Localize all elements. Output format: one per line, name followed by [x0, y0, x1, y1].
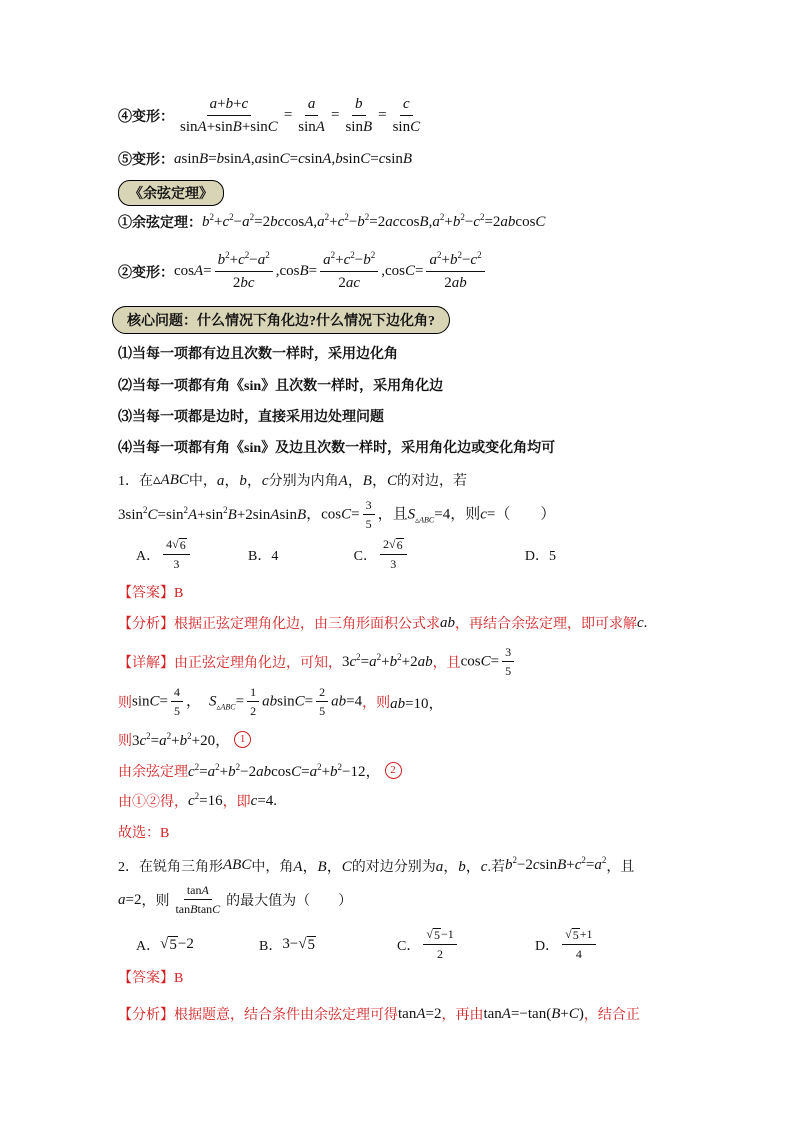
q2-option-a-label: A．	[136, 938, 161, 954]
q2-stem-e: ，且	[606, 859, 635, 875]
q1-option-a[interactable]: A． 4√ 6 3	[136, 538, 193, 571]
q1-choose: 故选：B	[118, 826, 170, 841]
q1-c-squared: $c^2=16$	[188, 790, 223, 809]
q1-answer: 【答案】B	[118, 586, 184, 601]
formula-5-label: ⑤变形：	[118, 153, 174, 168]
cos-law-tag-line	[118, 180, 224, 206]
q2-analysis-b: ，再由	[441, 1008, 484, 1023]
cos-variant-expression: cosA= $\frac{b^2+c^2-a^2}{2bc}$ ,cosB= $\frac{a^2+c^2-b^2}{2ac}$ ,cosC= $\frac{a^2+b^2-c^2}{2ab}$	[174, 252, 488, 291]
q2-stem-line-1	[118, 855, 634, 876]
q1-option-b[interactable]: B．4	[248, 548, 279, 564]
cos-law-line	[118, 212, 545, 232]
q2-option-c[interactable]: C． √ 5 −1 2	[397, 928, 535, 961]
cos-law-tag: 《余弦定理》	[118, 180, 224, 206]
q1-from12: 由①②得，	[118, 795, 188, 810]
q1-then2: ，则	[362, 696, 391, 712]
q2-stem-line-2	[118, 884, 352, 916]
q1-stem-line-2	[118, 499, 555, 531]
marker-2: 2	[385, 762, 402, 779]
q1-stem-line-1	[118, 469, 467, 490]
q2-a-value: a=2	[118, 891, 142, 908]
q1-eq1-then: 则	[118, 733, 132, 749]
q2-option-c-label: C．	[397, 938, 421, 954]
q2-target: $\frac{\tan A}{\text{tanBtanC}}$	[175, 883, 221, 917]
cos-law-expression: $b^2+c^2-a^2=2bccosA,a^2+c^2-b^2=2accosB,a^2+b^2-c^2=2abcosC$	[202, 211, 546, 230]
q1-triangle: ▵ABC	[153, 472, 189, 488]
q2-stem-d: .若	[487, 859, 505, 875]
core-tag-line	[112, 306, 450, 334]
q1-eq2: $c^2=a^2+b^2-2abcosC=a^2+b^2-12$，	[188, 762, 381, 780]
q1-then: 则	[118, 696, 132, 712]
q2-option-a[interactable]: A． √ 5 −2	[136, 935, 194, 954]
q1-result-line	[118, 791, 277, 811]
rule-3: ⑶当每一项都是边时，直接采用边处理问题	[118, 410, 384, 425]
q2-triangle: ABC	[223, 857, 252, 873]
q1-analysis-b: ，再结合余弦定理，即可求解	[455, 617, 637, 632]
q1-ab-value: ab=10，	[390, 695, 444, 712]
q2-option-d-label: D．	[535, 938, 560, 954]
q1-c-value: c=4.	[250, 792, 278, 809]
q1-condition: $3\sin^2C=\sin^2A+\sin^2B+2sinAsinB$	[118, 504, 307, 523]
q1-stem-c: 分别为内角	[268, 473, 339, 489]
q1-eq2-line	[118, 760, 402, 781]
rule-4: ⑷当每一项都有角《sin》及边且次数一样时，采用角化边或变化角均可	[118, 441, 556, 456]
q1-eq1: $3c^2=a^2+b^2+20$，	[132, 731, 231, 749]
marker-1: 1	[234, 731, 251, 748]
q2-sides: a，b，c	[435, 859, 488, 875]
cos-law-label: ①余弦定理：	[118, 216, 202, 231]
q2-option-b-label: B．	[259, 938, 283, 954]
q1-option-a-label: A．	[136, 548, 161, 564]
q2-analysis-a: 【分析】根据题意，结合条件由余弦定理可得	[118, 1008, 398, 1023]
q2-stem-f: ，则	[141, 894, 170, 910]
q1-eq1-line	[118, 729, 251, 750]
q2-answer: 【答案】B	[118, 971, 184, 986]
formula-4-label: ④变形：	[118, 109, 174, 125]
q1-options	[136, 538, 676, 571]
q1-so: ，即	[222, 795, 251, 810]
formula-4-expression: $\frac{a+b+c}{\sin A+\sin B+\sin C}$ = $\frac{a}{\sin A}$ = $\frac{b}{\sin B}$ = $\frac{c}{\sin C}$	[180, 96, 421, 135]
q1-analysis-a: 【分析】根据正弦定理角化边，由三角形面积公式求	[118, 617, 440, 632]
q1-option-c[interactable]: C． 2√ 6 3	[354, 538, 410, 571]
q1-sides: a，b，c	[216, 473, 269, 489]
rule-2: ⑵当每一项都有角《sin》且次数一样时，采用角化边	[118, 379, 444, 394]
q2-stem-g: 的最大值为（ ）	[226, 894, 353, 910]
q1-detail-line	[118, 646, 517, 678]
q1-analysis-c: c.	[637, 614, 648, 631]
q2-stem-c: 的对边分别为	[351, 859, 436, 875]
q2-options	[136, 928, 599, 961]
formula-4-line	[118, 96, 426, 135]
q2-tan-identity: tanA=−tan(B+C)	[483, 1005, 584, 1022]
q1-from-cos: 由余弦定理	[118, 764, 188, 780]
formula-5-line	[118, 149, 412, 169]
q1-detail-b: ，且	[432, 656, 461, 672]
q2-tan-a: tanA=2	[398, 1005, 442, 1022]
q1-stem-b: 中，	[188, 473, 217, 489]
q2-condition: $b^2-2csinB+c^2=a^2$	[504, 855, 607, 873]
q1-option-c-label: C．	[353, 548, 377, 564]
q1-stem-a: 1．在	[118, 473, 153, 489]
cos-variant-label: ②变形：	[118, 265, 174, 281]
formula-5-expression: asinB=bsinA,asinC=csinA,bsinC=csinB	[174, 150, 413, 167]
q1-analysis	[118, 613, 647, 633]
q1-stem-d: 的对边，若	[396, 473, 467, 489]
q2-option-b[interactable]: B． 3−√ 5	[259, 935, 316, 954]
q1-cos-condition: ，cosC= $\frac{3}{5}$ ，且$S_{▵ABC}=4$，则c=（ ）	[306, 498, 556, 532]
q2-option-d[interactable]: D． √ 5 +1 4	[535, 928, 599, 961]
core-question-tag: 核心问题：什么情况下角化边?什么情况下边化角?	[112, 306, 450, 334]
q2-stem-a: 2．在锐角三角形	[118, 859, 223, 875]
q1-sin-c: sinC= $\frac{4}{5}$ ，	[132, 685, 202, 719]
q1-detail-cos: cosC= $\frac{3}{5}$	[461, 646, 517, 678]
q1-analysis-ab: ab	[440, 614, 455, 631]
q2-stem-b: 中，角	[251, 859, 294, 875]
q2-analysis	[118, 1004, 640, 1024]
q1-option-d[interactable]: D．5	[524, 548, 556, 564]
q2-analysis-c: ，结合正	[583, 1008, 640, 1023]
q2-angles: A，B，C	[293, 859, 352, 875]
q1-detail-eq: $3c^2=a^2+b^2+2ab$	[342, 651, 433, 670]
rule-1: ⑴当每一项都有边且次数一样时，采用边化角	[118, 347, 398, 362]
cos-variant-line	[118, 252, 488, 291]
q1-angles: A，B，C	[338, 473, 397, 489]
q1-then-line	[118, 686, 444, 718]
q1-detail-a: 【详解】由正弦定理角化边，可知，	[118, 656, 342, 672]
q1-area-eq: $S_{▵ABC}=$ $\frac{1}{2}$ absinC= $\frac{2}{5}$ ab=4	[209, 685, 363, 719]
